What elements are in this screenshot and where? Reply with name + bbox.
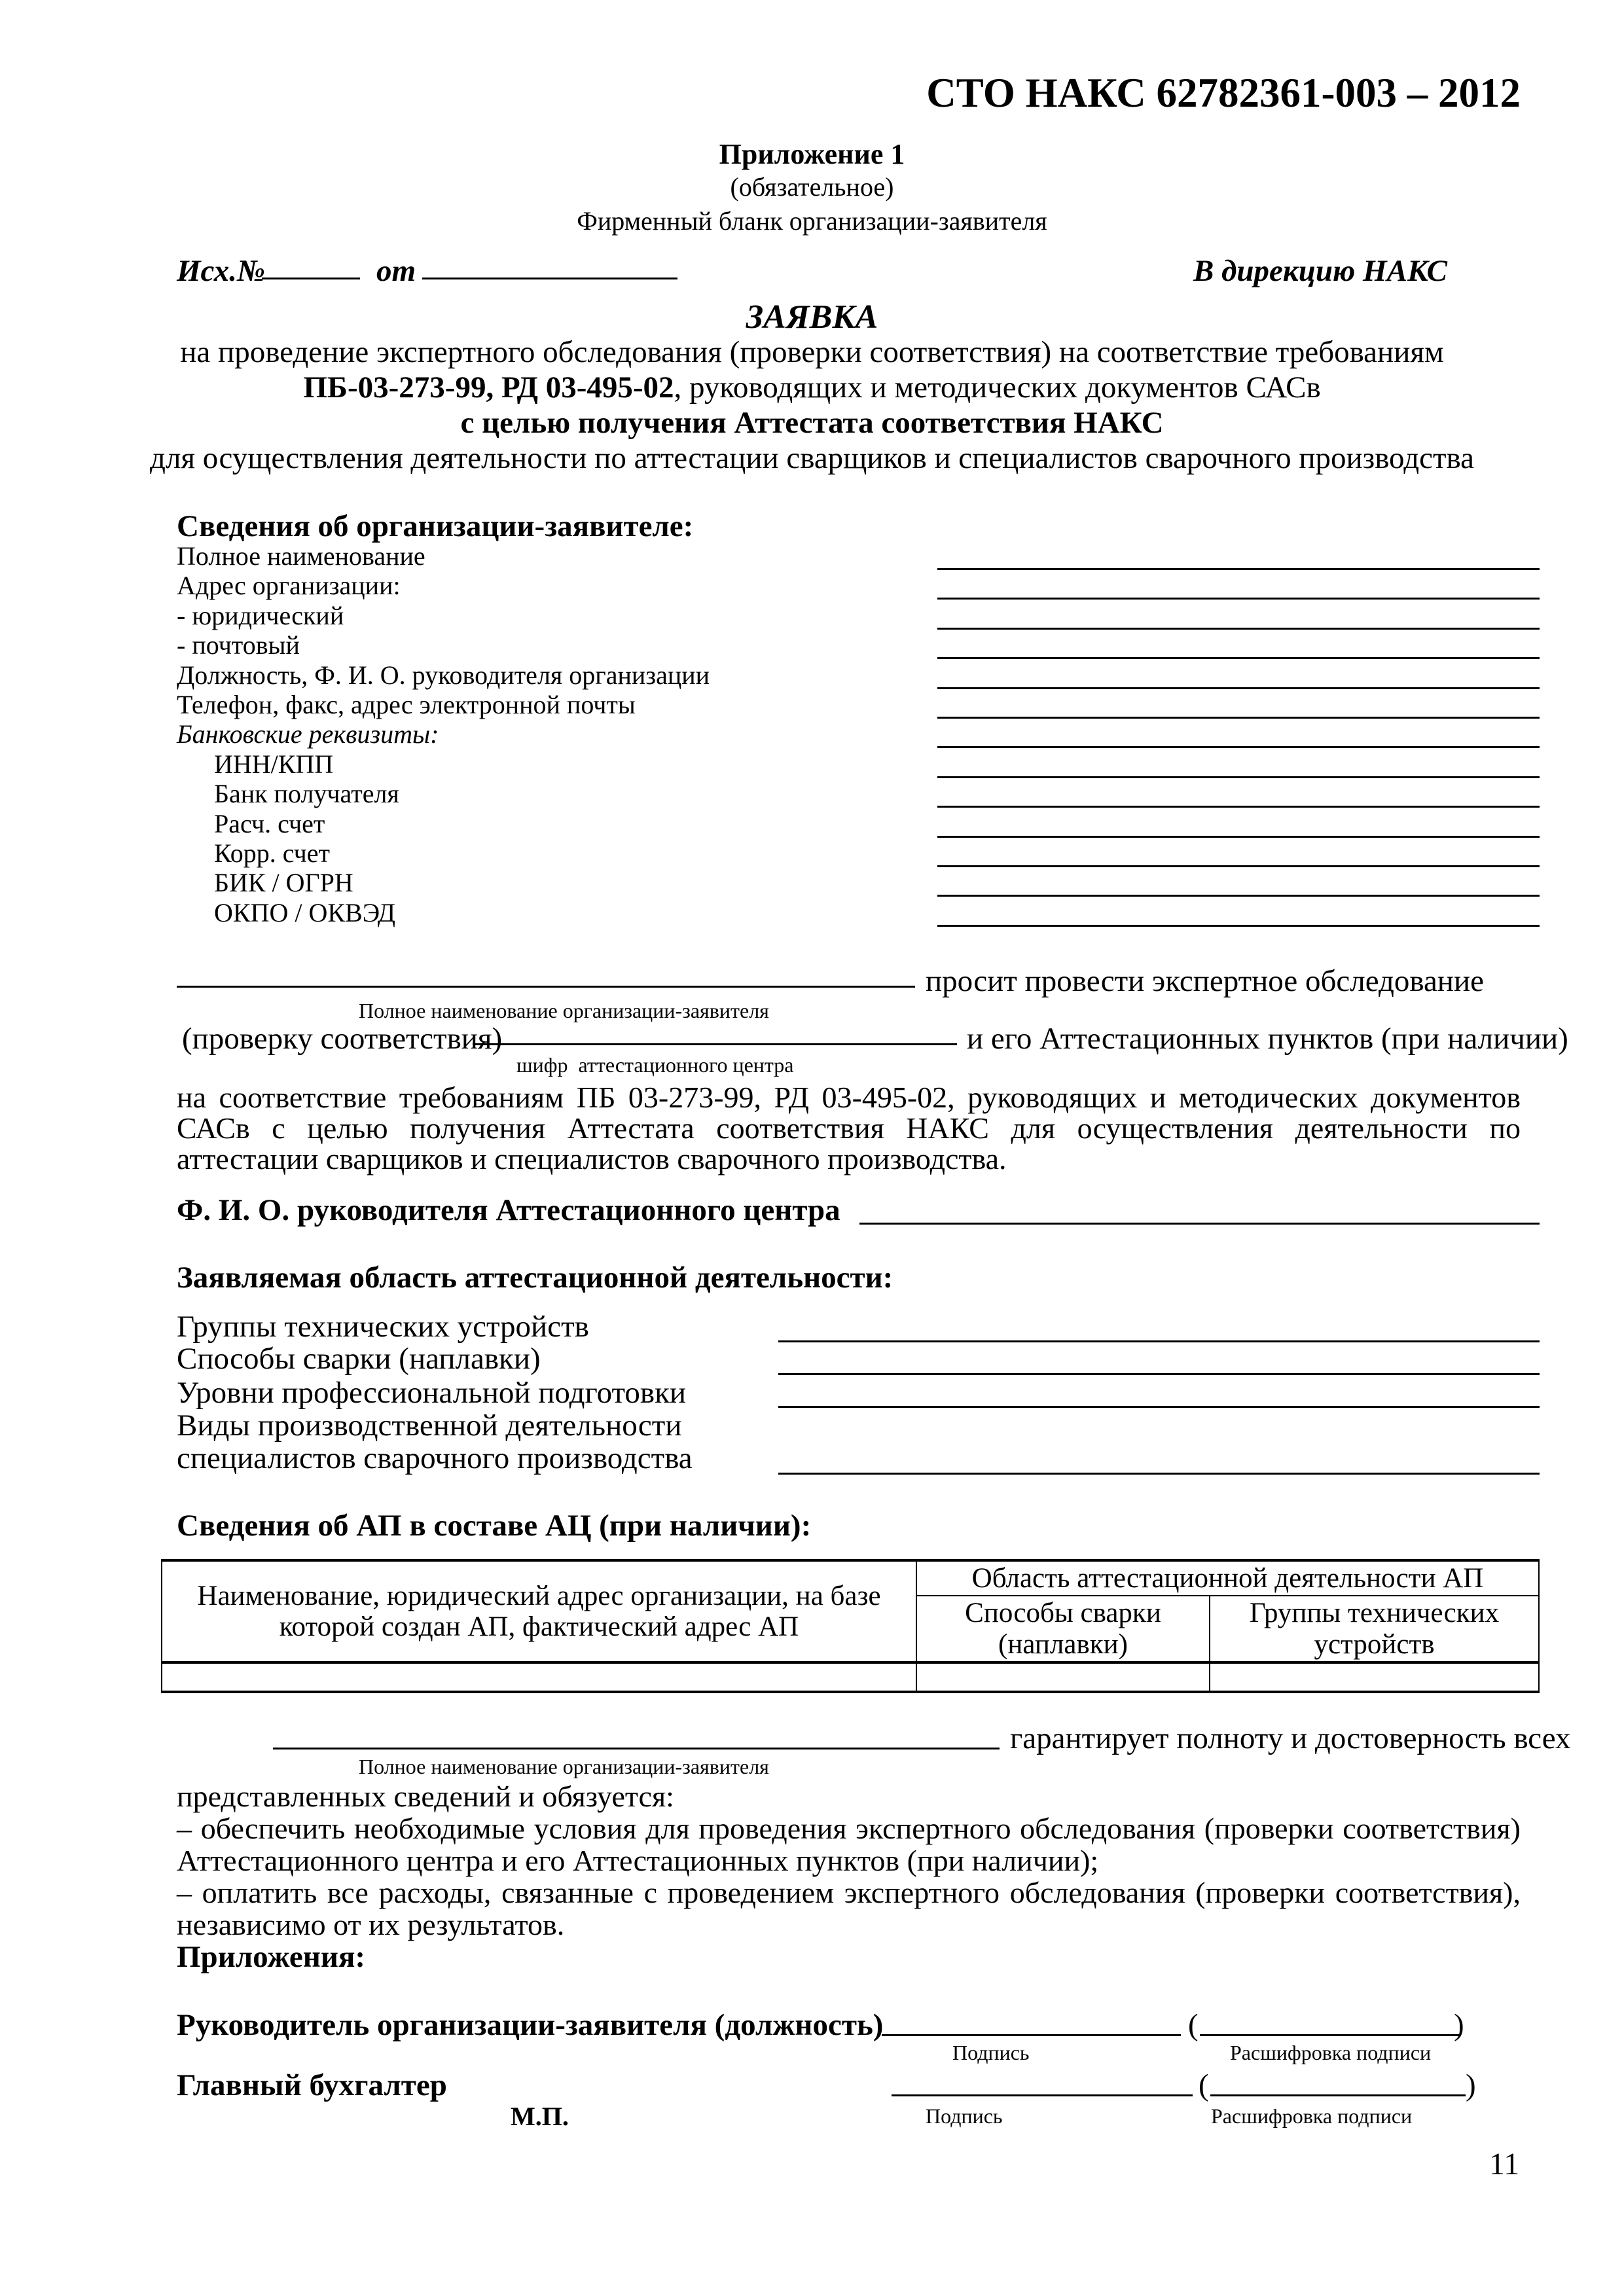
- out-number-label: Исх.№: [177, 254, 266, 288]
- open-paren: (: [1188, 2008, 1199, 2042]
- obligation-item: – обеспечить необходимые условия для проведения экспертного обследования (проверки соответствия) Аттестационного центра и его Аттестационных пунктов (при наличии);: [177, 1812, 1521, 1877]
- ap-cell-name[interactable]: [162, 1662, 916, 1692]
- org-field-label: - почтовый: [177, 630, 300, 660]
- caption-org-name: Полное наименование организации-заявителя: [359, 999, 769, 1022]
- addressee: В дирекцию НАКС: [1193, 254, 1447, 288]
- request-paragraph: на соответствие требованиям ПБ 03-273-99, РД 03-495-02, руководящих и методических документов САСв с целью получения Аттестата соответствия НАКС для осуществления деятельности по аттестации сварщиков и специалистов сварочного производства.: [177, 1081, 1521, 1175]
- scope-item: Способы сварки (наплавки): [177, 1342, 541, 1376]
- head-decode-field[interactable]: [1200, 2034, 1460, 2036]
- table-row: [162, 1662, 1539, 1692]
- ap-cell-groups[interactable]: [1210, 1662, 1539, 1692]
- org-field-input[interactable]: [937, 776, 1540, 778]
- org-field-label: ОКПО / ОКВЭД: [214, 898, 396, 927]
- org-field-input[interactable]: [937, 568, 1540, 570]
- org-field-input[interactable]: [937, 895, 1540, 897]
- scope-field-welding[interactable]: [778, 1373, 1540, 1375]
- application-line1: на проведение экспертного обследования (проверки соответствия) на соответствие требованиям: [180, 335, 1444, 369]
- letterhead-label: Фирменный бланк организации-заявителя: [577, 206, 1047, 236]
- appendix-status: (обязательное): [730, 172, 894, 202]
- org-field-input[interactable]: [937, 865, 1540, 867]
- close-paren: ): [1466, 2068, 1476, 2102]
- accountant-signature-field[interactable]: [892, 2094, 1193, 2096]
- ap-table: [161, 1559, 1540, 1693]
- org-info-heading: Сведения об организации-заявителе:: [177, 509, 694, 543]
- org-name-field[interactable]: [177, 986, 915, 988]
- org-field-input[interactable]: [937, 628, 1540, 630]
- ap-col-welding-header: Способы сварки (наплавки): [916, 1596, 1210, 1662]
- standard-code: СТО НАКС 62782361-003 – 2012: [926, 70, 1521, 116]
- head-signature-label: Руководитель организации-заявителя (должность): [177, 2008, 884, 2042]
- ap-col-name-header: Наименование, юридический адрес организации, на базе которой создан АП, фактический адрес АП: [162, 1560, 916, 1662]
- scope-field-activities[interactable]: [778, 1473, 1540, 1475]
- application-line4: для осуществления деятельности по аттестации сварщиков и специалистов сварочного производства: [150, 441, 1474, 475]
- head-signature-field[interactable]: [882, 2034, 1181, 2036]
- scope-field-levels[interactable]: [778, 1406, 1540, 1408]
- ap-info-heading: Сведения об АП в составе АЦ (при наличии):: [177, 1509, 812, 1543]
- obligations: [177, 1780, 1521, 1941]
- org-field-label: Полное наименование: [177, 541, 425, 571]
- application-line2: [0, 370, 1624, 405]
- org-field-label: Телефон, факс, адрес электронной почты: [177, 690, 636, 719]
- decode-caption: Расшифровка подписи: [1230, 2041, 1432, 2064]
- org-field-label: Адрес организации:: [177, 571, 401, 600]
- org-field-input[interactable]: [937, 746, 1540, 748]
- application-line2-rest: , руководящих и методических документов САСв: [674, 370, 1321, 404]
- accountant-label: Главный бухгалтер: [177, 2068, 447, 2102]
- org-field-label: Расч. счет: [214, 809, 325, 838]
- guarantee-text: гарантирует полноту и достоверность всех: [1010, 1721, 1571, 1755]
- obligations-intro: представленных сведений и обязуется:: [177, 1780, 674, 1813]
- scope-item: специалистов сварочного производства: [177, 1441, 693, 1475]
- obligation-item: – оплатить все расходы, связанные с проведением экспертного обследования (проверки соответствия), независимо от их результатов.: [177, 1876, 1521, 1941]
- org-field-input[interactable]: [937, 717, 1540, 719]
- org-field-input[interactable]: [937, 836, 1540, 838]
- org-field-label: БИК / ОГРН: [214, 868, 353, 897]
- decode-caption: Расшифровка подписи: [1211, 2104, 1413, 2128]
- head-of-center-label: Ф. И. О. руководителя Аттестационного центра: [177, 1193, 840, 1227]
- org-field-input[interactable]: [937, 687, 1540, 689]
- out-number-field[interactable]: [262, 278, 360, 279]
- stamp-label: М.П.: [511, 2102, 569, 2131]
- date-label: от: [376, 254, 416, 288]
- asks-text: просит провести экспертное обследование: [926, 964, 1484, 998]
- center-code-field[interactable]: [473, 1043, 957, 1045]
- close-paren: ): [1454, 2008, 1464, 2042]
- scope-heading: Заявляемая область аттестационной деятельности:: [177, 1261, 893, 1295]
- org-field-label: - юридический: [177, 601, 344, 630]
- signature-caption: Подпись: [952, 2041, 1030, 2064]
- accountant-decode-field[interactable]: [1210, 2094, 1466, 2096]
- scope-item: Уровни профессиональной подготовки: [177, 1376, 687, 1410]
- open-paren: (: [1199, 2068, 1209, 2102]
- org-field-label: ИНН/КПП: [214, 749, 334, 779]
- application-line3: с целью получения Аттестата соответствия НАКС: [460, 406, 1164, 440]
- head-of-center-field[interactable]: [859, 1223, 1540, 1225]
- ap-scope-group-header: Область аттестационной деятельности АП: [916, 1560, 1539, 1596]
- points-text: и его Аттестационных пунктов (при наличии): [967, 1022, 1568, 1056]
- org-field-label: Должность, Ф. И. О. руководителя организации: [177, 660, 710, 690]
- org-field-label: Корр. счет: [214, 838, 330, 868]
- application-title: ЗАЯВКА: [746, 298, 878, 336]
- scope-item: Виды производственной деятельности: [177, 1408, 682, 1443]
- caption-guarantor-org: Полное наименование организации-заявителя: [359, 1755, 769, 1778]
- org-field-input[interactable]: [937, 657, 1540, 659]
- signature-caption: Подпись: [926, 2104, 1003, 2128]
- ap-cell-welding[interactable]: [916, 1662, 1210, 1692]
- attachments-label: Приложения:: [177, 1940, 366, 1974]
- ap-col-groups-header: Группы технических устройств: [1210, 1596, 1539, 1662]
- date-field[interactable]: [422, 278, 677, 279]
- check-text: (проверку соответствия): [182, 1022, 503, 1056]
- regulations: ПБ-03-273-99, РД 03-495-02: [303, 370, 674, 404]
- guarantor-org-field[interactable]: [273, 1748, 1000, 1749]
- appendix-title: Приложение 1: [719, 138, 905, 170]
- caption-center-code: шифр аттестационного центра: [516, 1053, 794, 1077]
- org-field-label: Банковские реквизиты:: [177, 719, 439, 749]
- org-field-input[interactable]: [937, 598, 1540, 600]
- scope-item: Группы технических устройств: [177, 1310, 589, 1344]
- page-number: 11: [1489, 2147, 1520, 2181]
- org-field-input[interactable]: [937, 925, 1540, 927]
- scope-field-groups[interactable]: [778, 1340, 1540, 1342]
- org-field-label: Банк получателя: [214, 779, 399, 808]
- org-field-input[interactable]: [937, 806, 1540, 808]
